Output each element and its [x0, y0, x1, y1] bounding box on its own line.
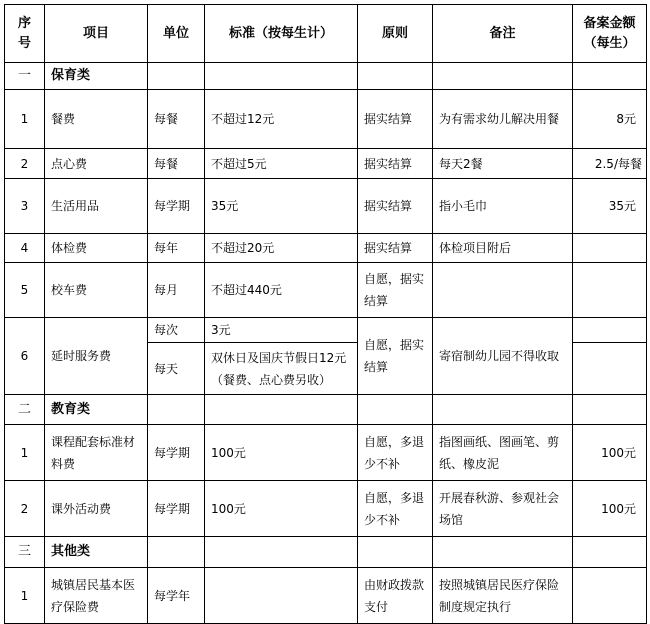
- section-title: 教育类: [45, 395, 148, 425]
- header-amount: 备案金额（每生）: [573, 5, 647, 63]
- table-row: [5, 425, 647, 481]
- row-amount: 2.5/每餐: [573, 149, 647, 179]
- row-amount: 8元: [573, 90, 647, 149]
- row-unit: 每学期: [148, 481, 205, 537]
- row-standard: 35元: [205, 179, 358, 234]
- row-amount: 100元: [573, 425, 647, 481]
- row-unit: 每次: [148, 318, 205, 343]
- section-no: 三: [5, 537, 45, 568]
- row-principle: 自愿，据实结算: [358, 263, 433, 318]
- table-row: [5, 90, 647, 149]
- row-item: 课外活动费: [45, 481, 148, 537]
- row-standard: 不超过5元: [205, 149, 358, 179]
- row-unit: 每餐: [148, 90, 205, 149]
- table-row: [5, 263, 647, 318]
- row-principle: 自愿，据实结算: [358, 318, 433, 395]
- table-row: [5, 568, 647, 624]
- table-row: [5, 318, 647, 343]
- row-item: 校车费: [45, 263, 148, 318]
- row-item: 体检费: [45, 234, 148, 263]
- section-row: [5, 63, 647, 90]
- row-remark: [433, 263, 573, 318]
- section-row: [5, 537, 647, 568]
- table-row: [5, 481, 647, 537]
- row-unit: 每餐: [148, 149, 205, 179]
- row-no: 1: [5, 568, 45, 624]
- row-item: 课程配套标准材料费: [45, 425, 148, 481]
- row-item: 餐费: [45, 90, 148, 149]
- row-no: 4: [5, 234, 45, 263]
- row-standard: 不超过12元: [205, 90, 358, 149]
- header-remark: 备注: [433, 5, 573, 63]
- row-unit: 每月: [148, 263, 205, 318]
- row-item: 生活用品: [45, 179, 148, 234]
- section-row: [5, 395, 647, 425]
- row-principle: 据实结算: [358, 234, 433, 263]
- row-unit: 每学年: [148, 568, 205, 624]
- row-standard: 不超过440元: [205, 263, 358, 318]
- row-principle: 由财政拨款支付: [358, 568, 433, 624]
- row-standard: [205, 568, 358, 624]
- row-standard: 不超过20元: [205, 234, 358, 263]
- header-row: [5, 5, 647, 63]
- row-remark: 为有需求幼儿解决用餐: [433, 90, 573, 149]
- table-row: [5, 234, 647, 263]
- table-row: [5, 149, 647, 179]
- row-standard: 100元: [205, 481, 358, 537]
- row-principle: 据实结算: [358, 90, 433, 149]
- row-no: 1: [5, 425, 45, 481]
- row-unit: 每年: [148, 234, 205, 263]
- row-principle: 据实结算: [358, 149, 433, 179]
- row-amount: 35元: [573, 179, 647, 234]
- section-title: 其他类: [45, 537, 148, 568]
- row-remark: 寄宿制幼儿园不得收取: [433, 318, 573, 395]
- row-amount: [573, 263, 647, 318]
- row-no: 5: [5, 263, 45, 318]
- row-principle: 自愿，多退少不补: [358, 425, 433, 481]
- header-item: 项目: [45, 5, 148, 63]
- row-standard: 双休日及国庆节假日12元（餐费、点心费另收）: [205, 343, 358, 395]
- row-remark: 开展春秋游、参观社会场馆: [433, 481, 573, 537]
- section-no: 一: [5, 63, 45, 90]
- section-title: 保育类: [45, 63, 148, 90]
- row-no: 2: [5, 149, 45, 179]
- row-amount: 100元: [573, 481, 647, 537]
- row-principle: 自愿，多退少不补: [358, 481, 433, 537]
- row-remark: 指图画纸、图画笔、剪纸、橡皮泥: [433, 425, 573, 481]
- header-no: 序号: [5, 5, 45, 63]
- row-no: 1: [5, 90, 45, 149]
- row-unit: 每天: [148, 343, 205, 395]
- row-remark: 体检项目附后: [433, 234, 573, 263]
- fee-table: [4, 4, 647, 624]
- row-no: 2: [5, 481, 45, 537]
- row-item: 延时服务费: [45, 318, 148, 395]
- section-no: 二: [5, 395, 45, 425]
- row-amount: [573, 568, 647, 624]
- row-remark: 指小毛巾: [433, 179, 573, 234]
- row-standard: 3元: [205, 318, 358, 343]
- row-no: 6: [5, 318, 45, 395]
- row-item: 城镇居民基本医疗保险费: [45, 568, 148, 624]
- row-remark: 按照城镇居民医疗保险制度规定执行: [433, 568, 573, 624]
- row-principle: 据实结算: [358, 179, 433, 234]
- header-principle: 原则: [358, 5, 433, 63]
- row-amount: [573, 234, 647, 263]
- row-item: 点心费: [45, 149, 148, 179]
- row-unit: 每学期: [148, 179, 205, 234]
- row-no: 3: [5, 179, 45, 234]
- table-row: [5, 179, 647, 234]
- row-remark: 每天2餐: [433, 149, 573, 179]
- header-unit: 单位: [148, 5, 205, 63]
- header-standard: 标准（按每生计）: [205, 5, 358, 63]
- row-unit: 每学期: [148, 425, 205, 481]
- row-standard: 100元: [205, 425, 358, 481]
